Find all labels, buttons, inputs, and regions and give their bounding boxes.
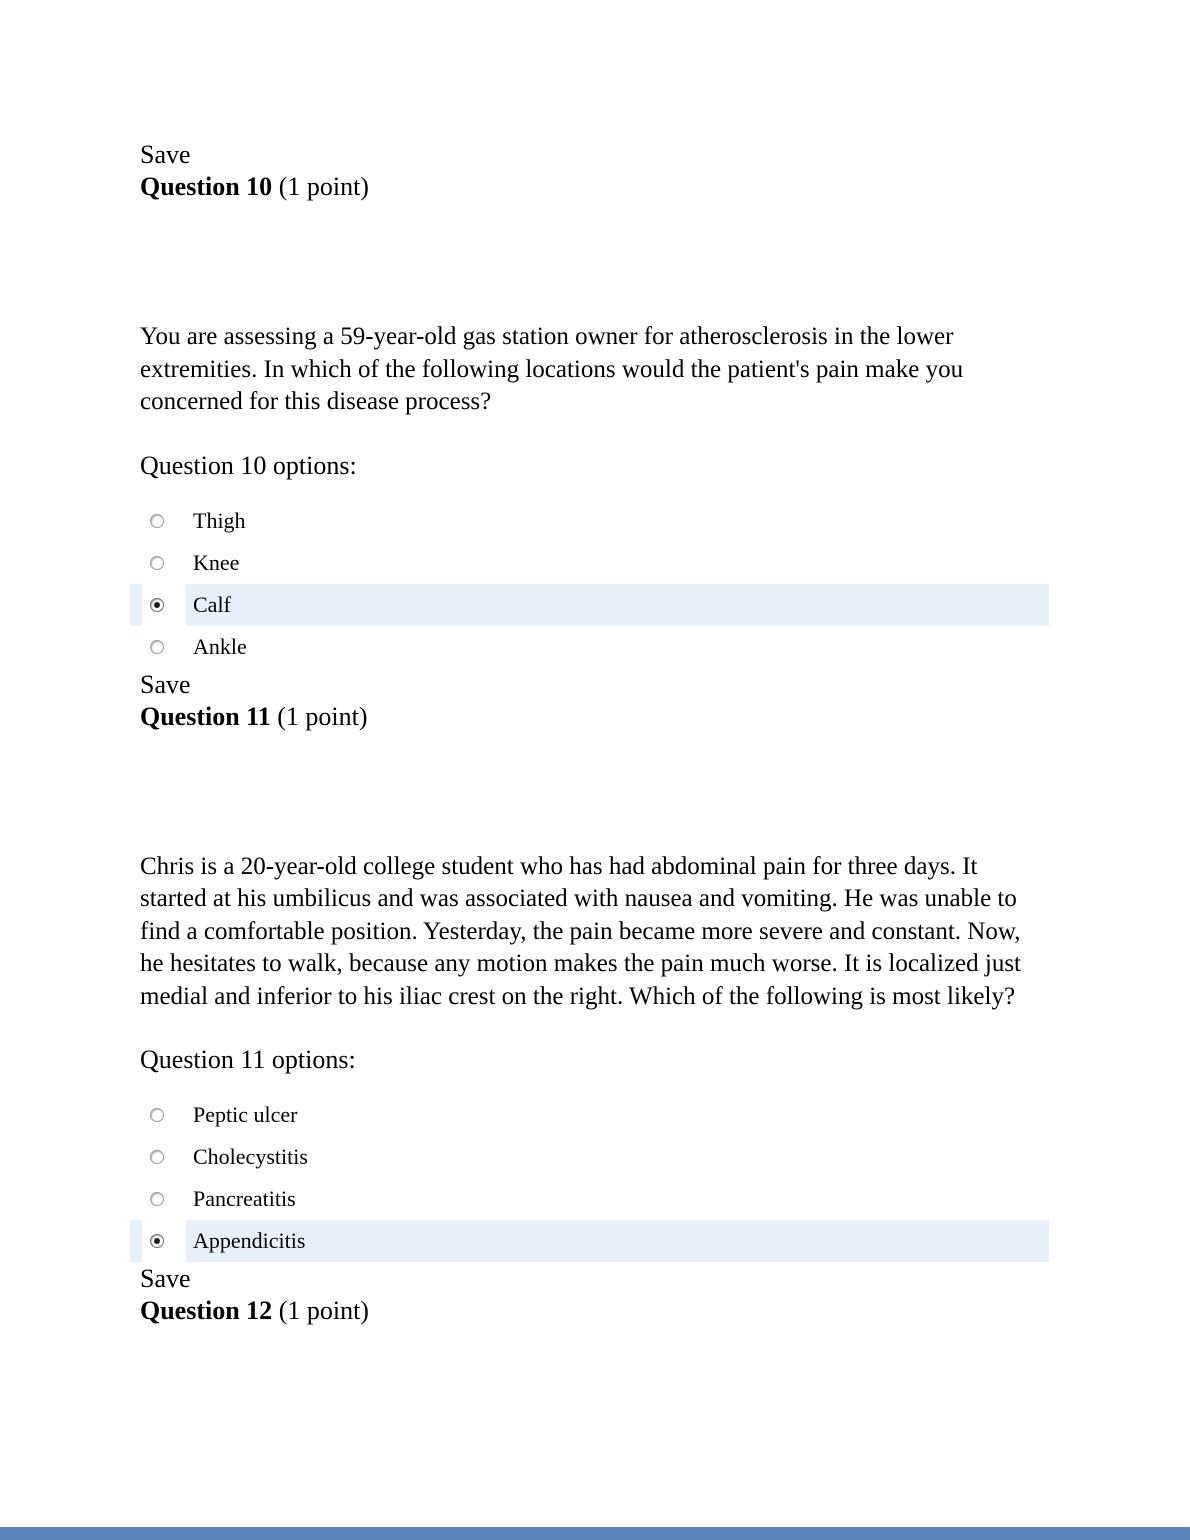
- option-row-ankle[interactable]: [130, 626, 1049, 668]
- radio-button-icon[interactable]: [150, 514, 164, 528]
- option-row-cholecystitis[interactable]: [130, 1136, 1049, 1178]
- option-row-calf-selected[interactable]: [130, 584, 1049, 626]
- radio-button-icon[interactable]: [150, 1108, 164, 1122]
- question-number: Question 11: [140, 701, 271, 731]
- quiz-content: [130, 0, 1049, 1327]
- option-label: Cholecystitis: [193, 1144, 308, 1169]
- question-header: [140, 1294, 1049, 1327]
- options-list: [130, 500, 1049, 668]
- radio-button-checked-icon[interactable]: [150, 598, 164, 612]
- options-heading: Question 10 options:: [140, 450, 357, 480]
- radio-cell: [142, 1136, 186, 1178]
- question-header: [140, 170, 1049, 203]
- question-block-11: [130, 670, 1049, 1263]
- radio-button-icon[interactable]: [150, 556, 164, 570]
- save-button[interactable]: Save: [140, 140, 191, 169]
- question-points: (1 point): [272, 172, 369, 201]
- question-text: You are assessing a 59-year-old gas station owner for atherosclerosis in the lower extremities. In which of the following locations would the patient's pain make you concerned for this disease process?: [140, 323, 964, 415]
- option-row-appendicitis-selected[interactable]: [130, 1220, 1049, 1262]
- option-row-thigh[interactable]: [130, 500, 1049, 542]
- question-text: Chris is a 20-year-old college student who has had abdominal pain for three days. It started at his umbilicus and was associated with nausea and vomiting. He was unable to find a comfortable position. Yesterday, the pain became more severe and constant. Now, he hesitates to walk, because any motion makes the pain much worse. It is localized just medial and inferior to his iliac crest on the right. Which of the following is most likely?: [140, 852, 1022, 1010]
- radio-cell: [142, 626, 186, 668]
- radio-cell: [142, 1178, 186, 1220]
- radio-cell: [142, 542, 186, 584]
- question-points: (1 point): [270, 701, 368, 731]
- spacer: [130, 733, 1049, 851]
- options-heading: Question 11 options:: [140, 1045, 356, 1074]
- option-row-pancreatitis[interactable]: [130, 1178, 1049, 1220]
- radio-cell: [142, 500, 186, 542]
- question-number: Question 10: [140, 172, 273, 201]
- option-label: Peptic ulcer: [193, 1102, 298, 1127]
- bottom-divider-bar: [0, 1527, 1190, 1540]
- radio-cell: [142, 1220, 186, 1262]
- radio-button-icon[interactable]: [150, 640, 164, 654]
- radio-cell: [142, 1094, 186, 1136]
- option-row-peptic-ulcer[interactable]: [130, 1094, 1049, 1136]
- radio-cell: [142, 584, 186, 626]
- option-label: Calf: [193, 591, 231, 617]
- option-label: Ankle: [193, 633, 247, 659]
- question-block-10: [130, 140, 1049, 668]
- radio-button-icon[interactable]: [150, 1192, 164, 1206]
- radio-button-checked-icon[interactable]: [150, 1234, 164, 1248]
- option-label: Appendicitis: [193, 1228, 306, 1253]
- save-button[interactable]: Save: [140, 1264, 191, 1293]
- radio-button-icon[interactable]: [150, 1150, 164, 1164]
- option-label: Pancreatitis: [193, 1186, 296, 1211]
- save-button[interactable]: Save: [140, 669, 191, 699]
- option-row-knee[interactable]: [130, 542, 1049, 584]
- option-label: Thigh: [193, 507, 246, 533]
- question-header: [140, 700, 1049, 733]
- question-block-12: [130, 1264, 1049, 1327]
- question-number: Question 12: [140, 1296, 273, 1325]
- option-label: Knee: [193, 549, 240, 575]
- options-list: [130, 1094, 1049, 1262]
- question-points: (1 point): [272, 1296, 369, 1325]
- spacer: [130, 203, 1049, 321]
